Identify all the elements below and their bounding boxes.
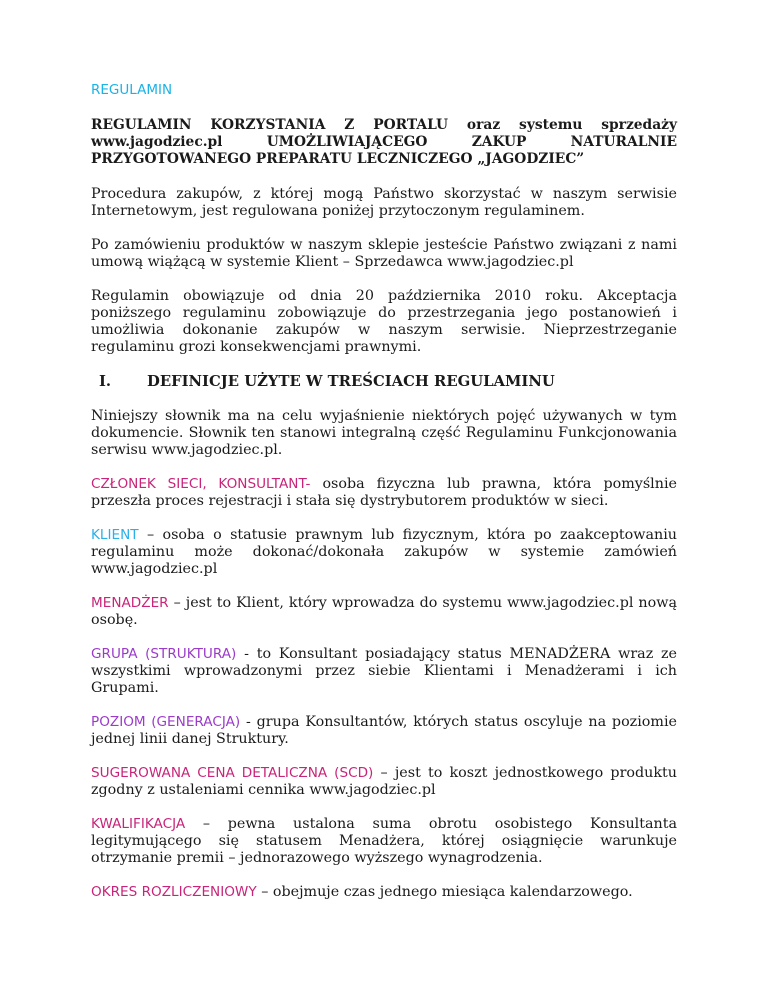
regulation-document (91, 82, 677, 918)
definition-text: - grupa Konsultantów, których status oscyluje na poziomie jednej linii danej Struktury. (91, 714, 677, 747)
definition-item (91, 816, 677, 867)
top-label: REGULAMIN (91, 82, 173, 98)
definition-text: – obejmuje czas jednego miesiąca kalendarzowego. (256, 884, 633, 900)
document-title: REGULAMIN KORZYSTANIA Z PORTALU oraz systemu sprzedaży www.jagodziec.pl UMOŻLIWIAJĄCEGO ZAKUP NATURALNIE PRZYGOTOWANEGO PREPARATU LECZNICZEGO „JAGODZIEC” (91, 117, 677, 167)
definition-term: KLIENT (91, 527, 139, 543)
definition-text: – pewna ustalona suma obrotu osobistego Konsultanta legitymującego się statusem Menadżera, której osiągnięcie warunkuje otrzymanie premii – jednorazowego wyższego wynagrodzenia. (91, 816, 677, 866)
section-heading (91, 373, 677, 390)
definition-item (91, 595, 677, 629)
section-title: DEFINICJE UŻYTE W TREŚCIACH REGULAMINU (147, 373, 555, 390)
definition-term: CZŁONEK SIECI, KONSULTANT (91, 476, 306, 492)
definition-item (91, 646, 677, 697)
definition-text: – osoba o statusie prawnym lub fizycznym, która po zaakceptowaniu regulaminu może dokonać/dokonała zakupów w systemie zamówień www.jagodziec.pl (91, 527, 677, 577)
definition-item (91, 884, 677, 901)
definition-item (91, 476, 677, 510)
definition-separator: - (305, 476, 311, 492)
definition-item (91, 765, 677, 799)
definition-term: GRUPA (STRUKTURA) (91, 646, 237, 662)
definition-term: KWALIFIKACJA (91, 816, 186, 832)
intro-paragraph-2: Po zamówieniu produktów w naszym sklepie jesteście Państwo związani z nami umową wiążącą w systemie Klient – Sprzedawca www.jagodziec.pl (91, 237, 677, 270)
definition-item (91, 527, 677, 578)
definitions-list (91, 476, 677, 901)
definition-term: POZIOM (GENERACJA) (91, 714, 241, 730)
section-number: I. (99, 373, 112, 390)
definition-term: SUGEROWANA CENA DETALICZNA (SCD) (91, 765, 374, 781)
section-lead: Niniejszy słownik ma na celu wyjaśnienie niektórych pojęć używanych w tym dokumencie. Słownik ten stanowi integralną część Regulaminu Funkcjonowania serwisu www.jagodziec.pl. (91, 408, 677, 458)
definition-term: MENADŻER (91, 595, 169, 611)
definition-text: – jest to Klient, który wprowadza do systemu www.jagodziec.pl nową osobę. (91, 595, 677, 628)
definition-term: OKRES ROZLICZENIOWY (91, 884, 257, 900)
intro-paragraph-1: Procedura zakupów, z której mogą Państwo skorzystać w naszym serwisie Internetowym, jest regulowana poniżej przytoczonym regulaminem. (91, 186, 677, 219)
definition-item (91, 714, 677, 748)
definition-text: osoba fizyczna lub prawna, która pomyślnie przeszła proces rejestracji i stała się dystrybutorem produktów w sieci. (91, 476, 677, 509)
intro-paragraph-3: Regulamin obowiązuje od dnia 20 października 2010 roku. Akceptacja poniższego regulaminu zobowiązuje do przestrzegania jego postanowień i umożliwia dokonanie zakupów w naszym serwisie. Nieprzestrzeganie regulaminu grozi konsekwencjami prawnymi. (91, 288, 677, 355)
definition-text: - to Konsultant posiadający status MENADŻERA wraz ze wszystkimi wprowadzonymi przez siebie Klientami i Menadżerami i ich Grupami. (91, 646, 677, 696)
definition-text: – jest to koszt jednostkowego produktu zgodny z ustaleniami cennika www.jagodziec.pl (91, 765, 677, 798)
